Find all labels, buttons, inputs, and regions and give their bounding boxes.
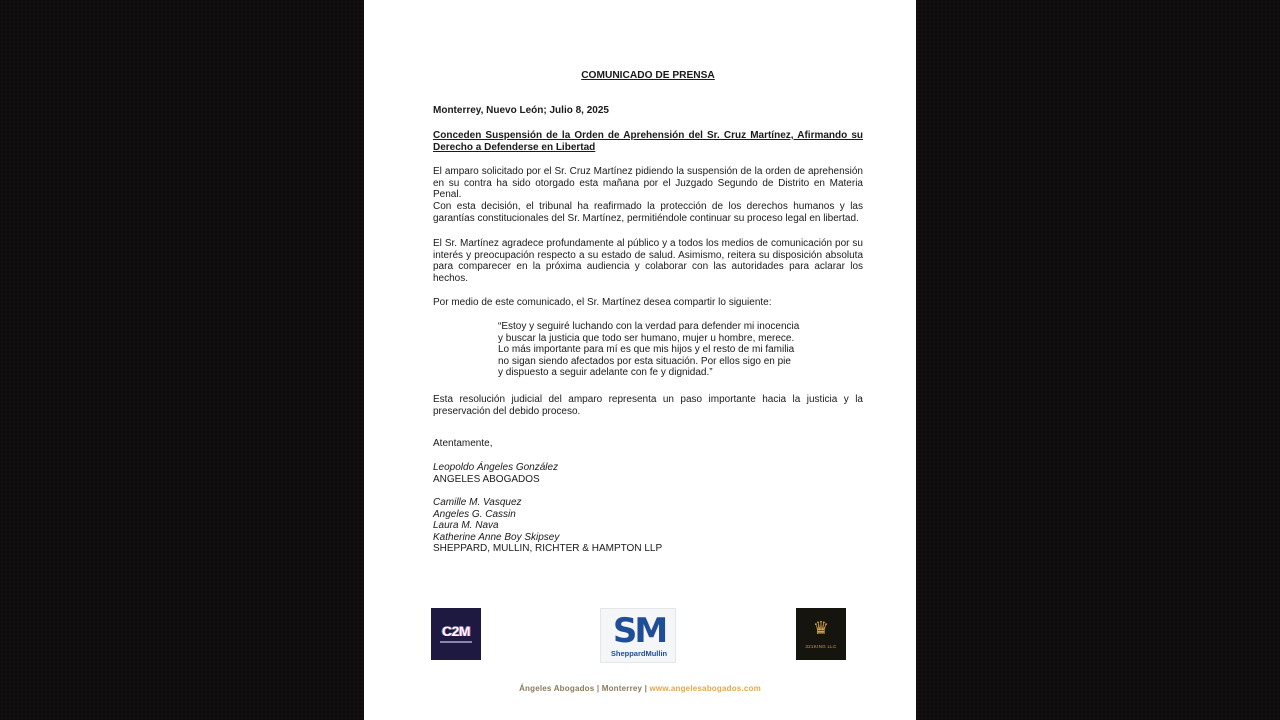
signatory-name: Angeles G. Cassin: [433, 508, 516, 520]
paragraph: Con esta decisión, el tribunal ha reafirmado la protección de los derechos humanos y las garantías constitucionales del Sr. Martínez, permitiéndole continuar su proceso legal en libertad.: [433, 201, 863, 224]
firm-name: SHEPPARD, MULLIN, RICHTER & HAMPTON LLP: [433, 543, 663, 554]
dateline: Monterrey, Nuevo León; Julio 8, 2025: [433, 105, 609, 116]
signatory-name: Katherine Anne Boy Skipsey: [433, 531, 560, 543]
quote-line: y buscar la justicia que todo ser humano, mujer u hombre, merece.: [498, 332, 795, 344]
crown-logo-brand: 321KING LLC: [805, 644, 837, 649]
paragraph: Esta resolución judicial del amparo representa un paso importante hacia la justicia y la preservación del debido proceso.: [433, 394, 863, 417]
signature-block-sheppard: [433, 497, 662, 555]
signature-block-angeles: [433, 462, 558, 485]
quote-line: Lo más importante para mí es que mis hijos y el resto de mi familia: [498, 344, 795, 355]
crown-logo-icon: [796, 608, 846, 660]
quote-line: “Estoy y seguiré luchando con la verdad para defender mi inocencia: [498, 321, 800, 332]
footer-url[interactable]: www.angelesabogados.com: [649, 684, 761, 693]
c2m-logo-icon: [431, 608, 481, 660]
document-page: [364, 0, 916, 720]
quote-line: no sigan siendo afectados por esta situación. Por ellos sigo en pie: [498, 355, 791, 367]
footer-firm: Ángeles Abogados | Monterrey |: [519, 684, 650, 693]
crown-icon: ♛: [812, 618, 830, 638]
closing: Atentamente,: [433, 438, 493, 449]
signatory-name: Camille M. Vasquez: [433, 497, 522, 508]
sm-logo-letters: SM: [612, 611, 666, 651]
quote-line: y dispuesto a seguir adelante con fe y dignidad.”: [498, 367, 713, 378]
paragraph: El Sr. Martínez agradece profundamente al público y a todos los medios de comunicación por su interés y preocupación respecto a su estado de salud. Asimismo, reitera su disposición absoluta para comparecer en la próxima audiencia y colaborar con las autoridades para aclarar los hechos.: [433, 238, 863, 284]
document-title: COMUNICADO DE PRENSA: [581, 70, 715, 81]
signatory-name: Leopoldo Ángeles González: [433, 462, 559, 473]
headline: Conceden Suspensión de la Orden de Aprehensión del Sr. Cruz Martínez, Afirmando su Derecho a Defenderse en Libertad: [433, 130, 863, 153]
page-footer: [364, 684, 916, 693]
paragraph: Por medio de este comunicado, el Sr. Martínez desea compartir lo siguiente:: [433, 297, 772, 308]
signatory-name: Laura M. Nava: [433, 520, 499, 531]
sheppard-mullin-logo-icon: [600, 608, 676, 663]
firm-name: ANGELES ABOGADOS: [433, 473, 540, 485]
c2m-logo-text: C2M: [441, 623, 471, 639]
paragraph: El amparo solicitado por el Sr. Cruz Martínez pidiendo la suspensión de la orden de aprehensión en su contra ha sido otorgado esta mañana por el Juzgado Segundo de Distrito en Materia Penal.: [433, 166, 863, 200]
c2m-logo-underline: [440, 641, 472, 643]
quote-block: [498, 321, 808, 379]
sm-logo-name: SheppardMullin: [610, 649, 668, 658]
